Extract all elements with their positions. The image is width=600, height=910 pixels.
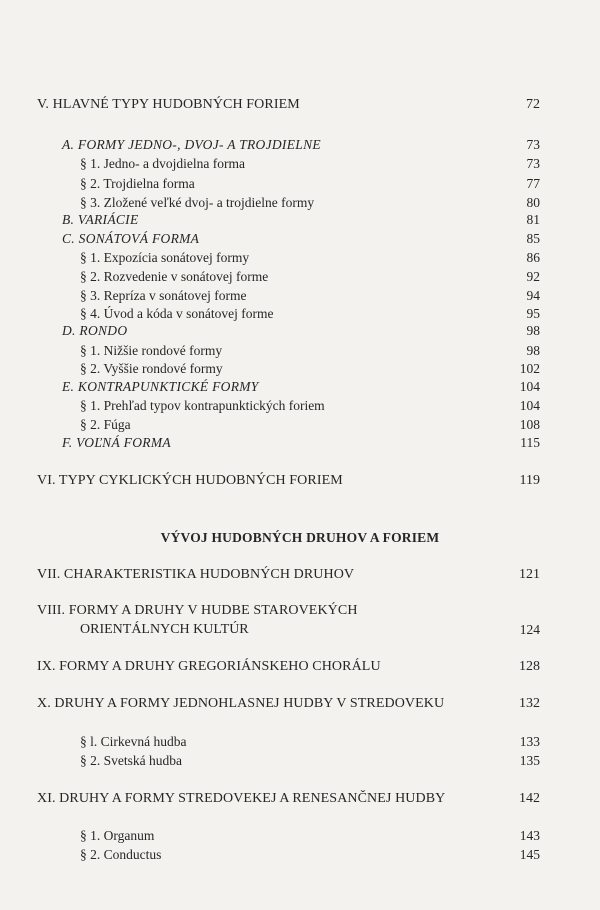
entry-page: 80	[526, 195, 540, 210]
entry-page: 108	[519, 417, 540, 432]
entry-page: 102	[519, 361, 540, 376]
entry-title: F. VOĽNÁ FORMA	[62, 435, 171, 450]
entry-title: § 2. Svetská hudba	[80, 753, 182, 768]
entry-page: 98	[526, 323, 540, 338]
entry-page: 104	[519, 398, 540, 413]
entry-page: 145	[519, 847, 540, 862]
entry-title: § 1. Organum	[80, 828, 155, 843]
entry-title: § 2. Conductus	[80, 847, 162, 862]
entry-title: V. HLAVNÉ TYPY HUDOBNÝCH FORIEM	[37, 97, 300, 112]
entry-title: VIII. FORMY A DRUHY V HUDBE STAROVEKÝCH	[37, 603, 358, 618]
part-heading: VÝVOJ HUDOBNÝCH DRUHOV A FORIEM	[160, 530, 440, 545]
entry-page: 73	[526, 156, 540, 171]
entry-title: XI. DRUHY A FORMY STREDOVEKEJ A RENESANČNEJ HUDBY	[37, 791, 446, 806]
entry-page: 92	[526, 269, 540, 284]
entry-title: ORIENTÁLNYCH KULTÚR	[80, 622, 249, 637]
entry-title: C. SONÁTOVÁ FORMA	[62, 231, 200, 246]
entry-title: D. RONDO	[62, 323, 128, 338]
entry-title: § 1. Jedno- a dvojdielna forma	[80, 156, 245, 171]
entry-title: § 3. Zložené veľké dvoj- a trojdielne formy	[80, 195, 315, 210]
entry-page: 128	[519, 659, 540, 674]
entry-title: § 1. Nižšie rondové formy	[80, 343, 223, 358]
entry-title: VI. TYPY CYKLICKÝCH HUDOBNÝCH FORIEM	[37, 473, 343, 488]
entry-page: 95	[526, 306, 540, 321]
entry-title: § 1. Prehľad typov kontrapunktických foriem	[80, 398, 325, 413]
entry-page: 121	[519, 567, 540, 582]
entry-title: § 3. Repríza v sonátovej forme	[80, 288, 247, 303]
entry-page: 94	[526, 288, 540, 303]
entry-title: X. DRUHY A FORMY JEDNOHLASNEJ HUDBY V STREDOVEKU	[37, 696, 445, 711]
entry-page: 119	[519, 473, 540, 488]
entry-page: 133	[519, 734, 540, 749]
entry-page: 115	[520, 435, 540, 450]
entry-title: § 1. Expozícia sonátovej formy	[80, 250, 250, 265]
entry-page: 135	[519, 753, 540, 768]
entry-title: IX. FORMY A DRUHY GREGORIÁNSKEHO CHORÁLU	[37, 659, 381, 674]
entry-title: VII. CHARAKTERISTIKA HUDOBNÝCH DRUHOV	[37, 567, 355, 582]
entry-page: 77	[526, 176, 540, 191]
entry-page: 104	[519, 379, 540, 394]
entry-page: 73	[526, 137, 540, 152]
entry-title: § 2. Fúga	[80, 417, 131, 432]
entry-page: 85	[526, 231, 540, 246]
entry-title: B. VARIÁCIE	[62, 212, 139, 227]
entry-title: E. KONTRAPUNKTICKÉ FORMY	[62, 379, 259, 394]
entry-page: 143	[519, 828, 540, 843]
entry-page: 132	[519, 696, 540, 711]
entry-title: A. FORMY JEDNO-, DVOJ- A TROJDIELNE	[62, 137, 321, 152]
entry-page: 124	[519, 622, 540, 637]
entry-page: 72	[526, 97, 540, 112]
entry-page: 98	[526, 343, 540, 358]
entry-title: § 2. Vyššie rondové formy	[80, 361, 223, 376]
entry-title: § 2. Trojdielna forma	[80, 176, 195, 191]
entry-title: § 2. Rozvedenie v sonátovej forme	[80, 269, 269, 284]
entry-page: 86	[526, 250, 540, 265]
entry-page: 142	[519, 791, 540, 806]
entry-page: 81	[526, 212, 540, 227]
entry-title: § l. Cirkevná hudba	[80, 734, 187, 749]
entry-title: § 4. Úvod a kóda v sonátovej forme	[80, 306, 274, 321]
